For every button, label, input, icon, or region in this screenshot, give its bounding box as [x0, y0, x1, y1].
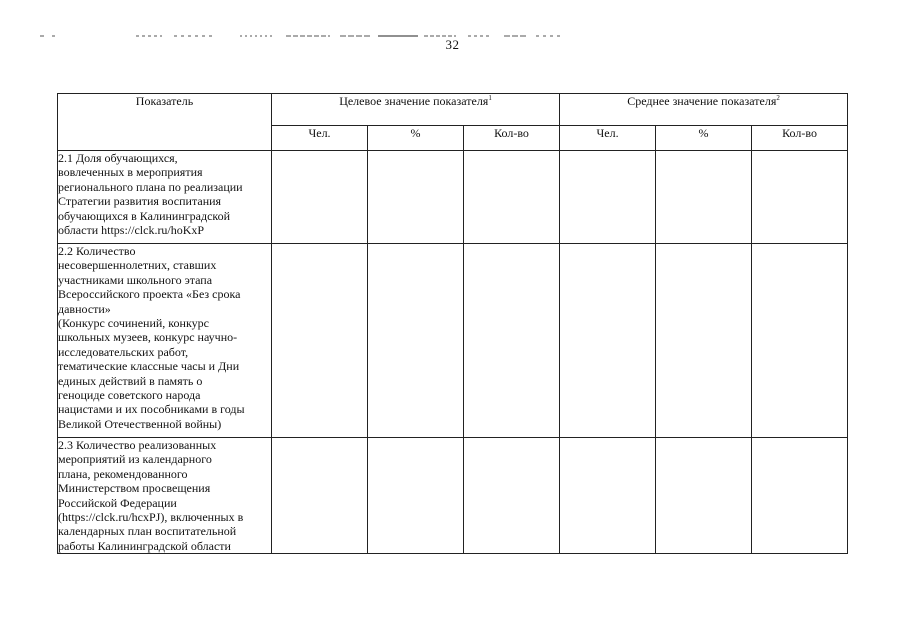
value-cell	[560, 244, 656, 438]
value-cell	[272, 151, 368, 244]
value-cell	[368, 438, 464, 554]
value-cell	[272, 244, 368, 438]
value-cell	[656, 438, 752, 554]
header-row-groups	[58, 94, 848, 126]
subheader-cell: Кол-во	[752, 125, 848, 150]
header-group-target	[272, 94, 560, 126]
value-cell	[560, 438, 656, 554]
footnote-mark: 1	[488, 94, 492, 102]
value-cell	[560, 151, 656, 244]
indicator-cell: 2.3 Количество реализованных мероприятий из календарного плана, рекомендованного Министерством просвещения Российской Федерации (https://clck.ru/hcxPJ), включенных в календарных план воспитательной работы Калининградской области	[58, 438, 272, 554]
header-group-average	[560, 94, 848, 126]
indicator-cell: 2.2 Количество несовершеннолетних, ставших участниками школьного этапа Всероссийского проекта «Без срока давности» (Конкурс сочинений, конкурс школьных музеев, конкурс научно- исследовательских работ, тематические классные часы и Дни единых действий в память о геноциде советского народа нацистами и их пособниками в годы Великой Отечественной войны)	[58, 244, 272, 438]
value-cell	[656, 244, 752, 438]
value-cell	[752, 151, 848, 244]
table-row	[58, 438, 848, 554]
value-cell	[656, 151, 752, 244]
header-indicator: Показатель	[58, 94, 272, 151]
table-row	[58, 244, 848, 438]
value-cell	[752, 244, 848, 438]
header-group-average-label: Среднее значение показателя	[627, 94, 777, 108]
subheader-cell: %	[656, 125, 752, 150]
table-row	[58, 151, 848, 244]
page-number: 32	[445, 37, 460, 52]
footnote-mark: 2	[776, 94, 780, 102]
subheader-cell: Чел.	[560, 125, 656, 150]
indicator-cell: 2.1 Доля обучающихся, вовлеченных в мероприятия регионального плана по реализации Стратегии развития воспитания обучающихся в Калининградской области https://clck.ru/hoKxP	[58, 151, 272, 244]
subheader-cell: %	[368, 125, 464, 150]
value-cell	[752, 438, 848, 554]
header-group-target-label: Целевое значение показателя	[339, 94, 489, 108]
value-cell	[464, 244, 560, 438]
subheader-cell: Чел.	[272, 125, 368, 150]
subheader-cell: Кол-во	[464, 125, 560, 150]
value-cell	[464, 438, 560, 554]
value-cell	[368, 151, 464, 244]
value-cell	[368, 244, 464, 438]
value-cell	[464, 151, 560, 244]
value-cell	[272, 438, 368, 554]
indicators-table	[57, 93, 848, 554]
